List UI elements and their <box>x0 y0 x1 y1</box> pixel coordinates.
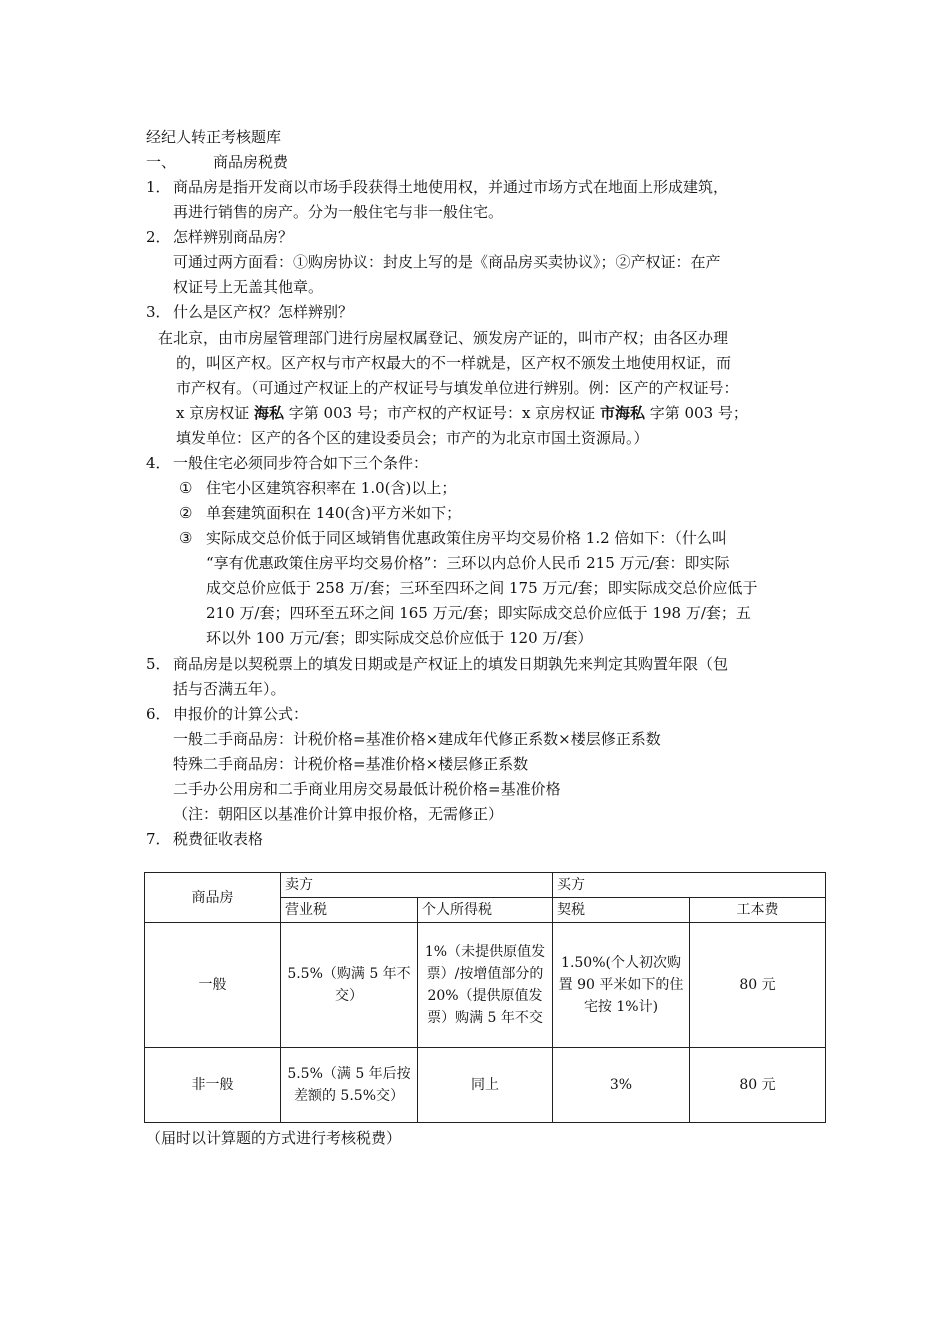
q3-line1: 在北京，由市房屋管理部门进行房屋权属登记、颁发房产证的，叫市产权；由各区办理 <box>158 329 729 347</box>
q4-number: 4． <box>146 454 171 472</box>
q6-formula1: 一般二手商品房：计税价格=基准价格×建成年代修正系数×楼层修正系数 <box>173 730 661 748</box>
q4-condition1: 住宅小区建筑容积率在 1.0(含)以上； <box>206 479 457 497</box>
q6-number: 6． <box>146 705 171 723</box>
q4-condition3-line3: 成交总价应低于 258 万/套；三环至四环之间 175 万元/套；即实际成交总价应低于 <box>206 579 758 597</box>
q3-line4: x 京房权证 海私 字第 003 号；市产权的产权证号：x 京房权证 市海私 字第 003 号； <box>176 404 748 422</box>
q6-note: （注：朝阳区以基准价计算申报价格，无需修正） <box>173 805 504 823</box>
row-nongeneral-deed-tax: 3% <box>553 1048 690 1123</box>
q2-line1: 可通过两方面看：①购房协议：封皮上写的是《商品房买卖协议》；②产权证：在产 <box>173 253 721 271</box>
q1-line1: 商品房是指开发商以市场手段获得土地使用权，并通过市场方式在地面上形成建筑， <box>173 178 729 196</box>
q4-c3-mark: ③ <box>179 529 193 547</box>
row-general-deed-tax: 1.50%(个人初次购置 90 平米如下的住宅按 1%计) <box>553 923 690 1048</box>
header-seller: 卖方 <box>281 873 553 898</box>
q3-line5: 填发单位：区产的各个区的建设委员会；市产的为北京市国土资源局。） <box>176 429 649 447</box>
q4-c2-mark: ② <box>179 504 193 522</box>
row-nongeneral-fee: 80 元 <box>690 1048 826 1123</box>
row-nongeneral-business-tax: 5.5%（满 5 年后按差额的 5.5%交） <box>281 1048 418 1123</box>
table-row <box>145 1048 826 1123</box>
q3-line2: 的，叫区产权。区产权与市产权最大的不一样就是，区产权不颁发土地使用权证，而 <box>176 354 732 372</box>
q4-condition3-line2: “享有优惠政策住房平均交易价格”：三环以内总价人民币 215 万元/套：即实际 <box>206 554 730 572</box>
q2-number: 2． <box>146 228 171 246</box>
q1-line2: 再进行销售的房产。分为一般住宅与非一般住宅。 <box>173 203 504 221</box>
row-general-name: 一般 <box>145 923 281 1048</box>
header-buyer: 买方 <box>553 873 826 898</box>
q4-condition3-line4: 210 万/套；四环至五环之间 165 万元/套；即实际成交总价应低于 198 万/套；五 <box>206 604 751 622</box>
q3-line3: 市产权有。（可通过产权证上的产权证号与填发单位进行辨别。例：区产的产权证号： <box>176 379 739 397</box>
q6-formula3: 二手办公用房和二手商业用房交易最低计税价格=基准价格 <box>173 780 561 798</box>
q4-condition2: 单套建筑面积在 140(含)平方米如下； <box>206 504 462 522</box>
q6-title: 申报价的计算公式： <box>173 705 309 723</box>
q5-line2: 括与否满五年）。 <box>173 680 286 698</box>
footnote: （届时以计算题的方式进行考核税费） <box>146 1129 402 1147</box>
q2-line2: 权证号上无盖其他章。 <box>173 278 324 296</box>
header-deed-tax: 契税 <box>553 898 690 923</box>
header-commodity: 商品房 <box>145 873 281 923</box>
row-general-income-tax: 1%（未提供原值发票）/按增值部分的 20%（提供原值发票）购满 5 年不交 <box>418 923 553 1048</box>
q5-line1: 商品房是以契税票上的填发日期或是产权证上的填发日期孰先来判定其购置年限（包 <box>173 655 729 673</box>
table-header-row <box>145 873 826 898</box>
q3-title: 什么是区产权？怎样辨别？ <box>173 303 354 321</box>
q3-number: 3． <box>146 303 171 321</box>
q5-number: 5． <box>146 655 171 673</box>
row-nongeneral-name: 非一般 <box>145 1048 281 1123</box>
row-nongeneral-income-tax: 同上 <box>418 1048 553 1123</box>
q4-c1-mark: ① <box>179 479 193 497</box>
q7-title: 税费征收表格 <box>173 830 264 848</box>
q6-formula2: 特殊二手商品房：计税价格=基准价格×楼层修正系数 <box>173 755 529 773</box>
row-general-business-tax: 5.5%（购满 5 年不交） <box>281 923 418 1048</box>
header-income-tax: 个人所得税 <box>418 898 553 923</box>
row-general-fee: 80 元 <box>690 923 826 1048</box>
table-row <box>145 923 826 1048</box>
header-business-tax: 营业税 <box>281 898 418 923</box>
section-title: 商品房税费 <box>213 153 289 171</box>
q7-number: 7． <box>146 830 171 848</box>
tax-table <box>144 872 826 1123</box>
q2-title: 怎样辨别商品房？ <box>173 228 294 246</box>
q4-title: 一般住宅必须同步符合如下三个条件： <box>173 454 429 472</box>
q1-number: 1． <box>146 178 171 196</box>
header-fee: 工本费 <box>690 898 826 923</box>
q4-condition3-line1: 实际成交总价低于同区域销售优惠政策住房平均交易价格 1.2 倍如下：（什么叫 <box>206 529 727 547</box>
doc-title: 经纪人转正考核题库 <box>146 128 282 146</box>
q4-condition3-line5: 环以外 100 万元/套；即实际成交总价应低于 120 万/套） <box>206 629 593 647</box>
section-number: 一、 <box>146 153 177 171</box>
